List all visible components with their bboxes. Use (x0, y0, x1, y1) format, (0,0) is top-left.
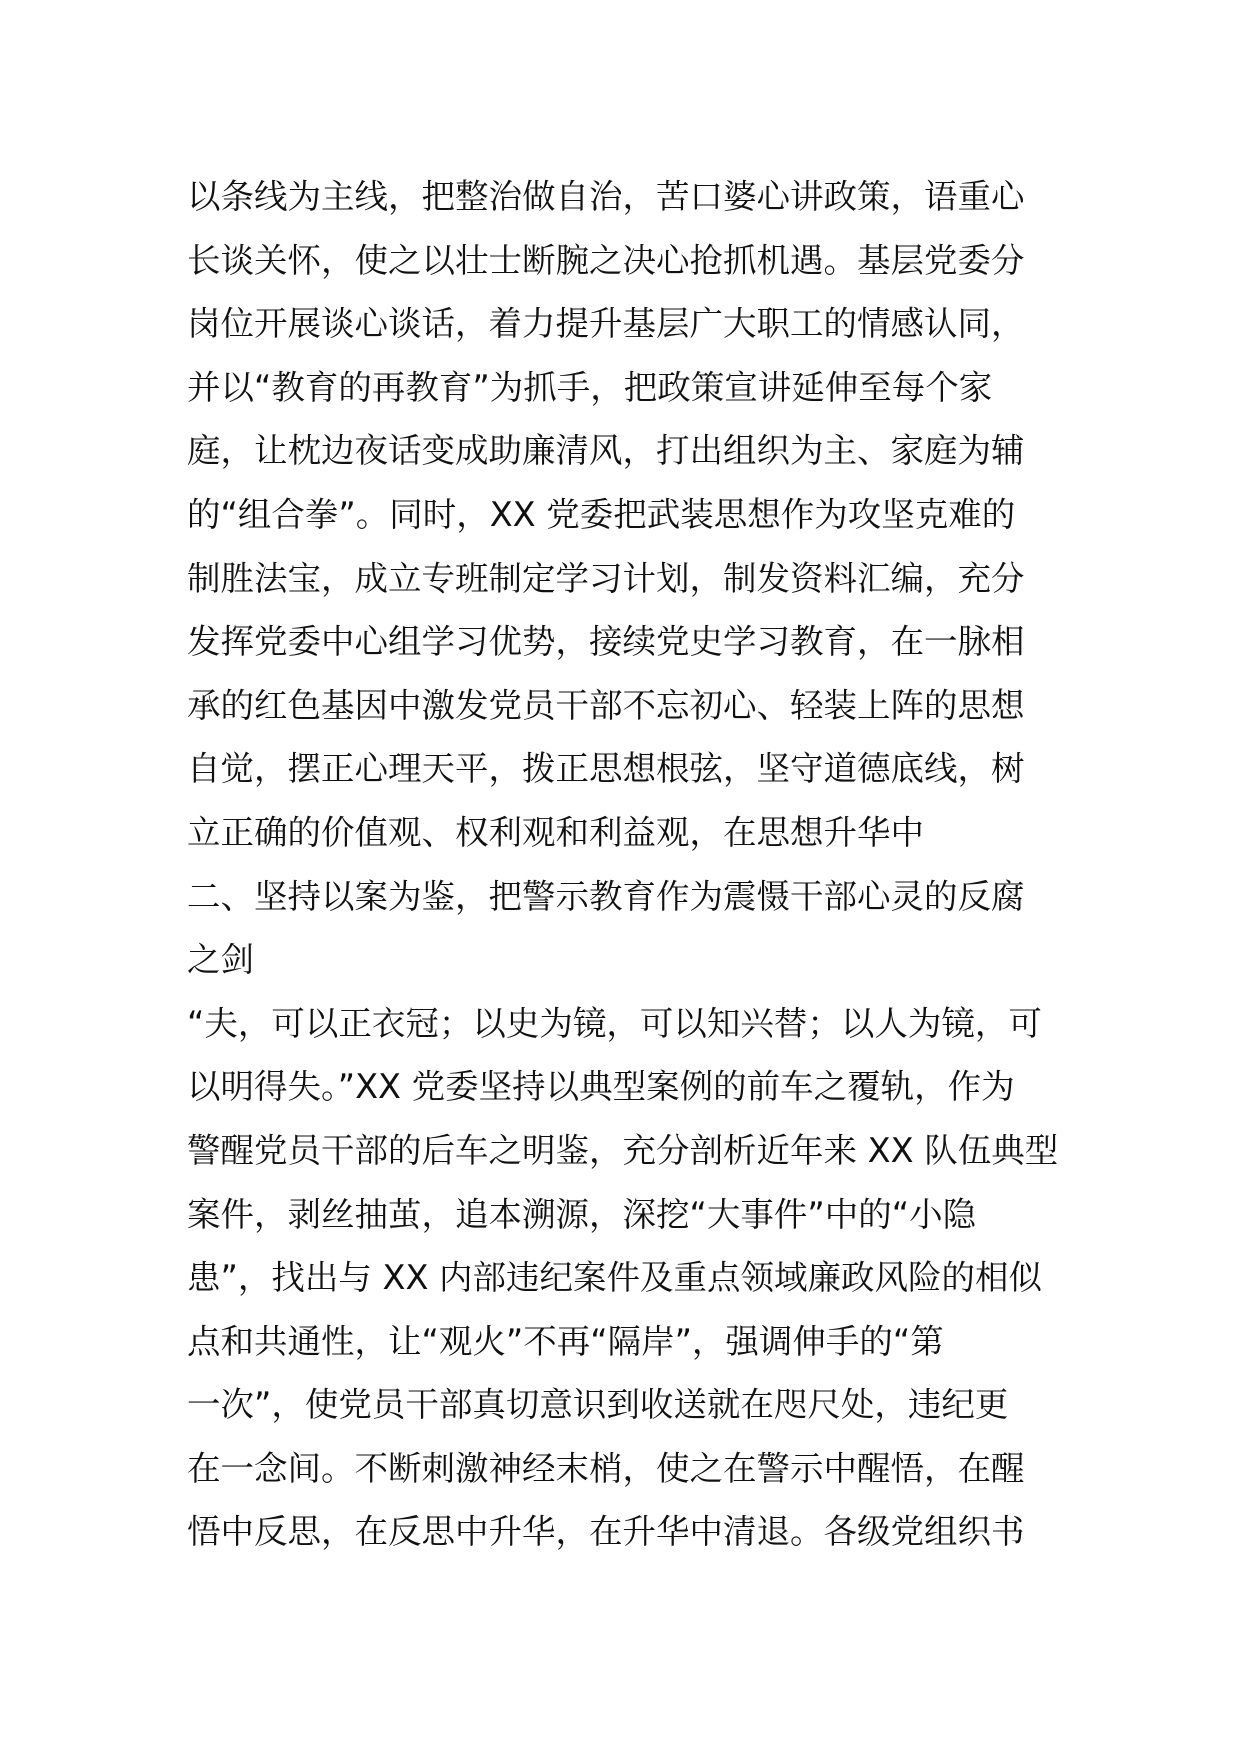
text-line: 案件，剥丝抽茧，追本溯源，深挖“大事件”中的“小隐 (187, 1194, 977, 1234)
section-heading-line: 之剑 (187, 940, 254, 980)
text-line: 承的红色基因中激发党员干部不忘初心、轻装上阵的思想 (187, 685, 1025, 725)
text-line: 一次”，使党员干部真切意识到收送就在咫尺处，违纪更 (187, 1385, 1009, 1425)
body-text (187, 165, 1067, 1564)
text-line: 以明得失。”XX 党委坚持以典型案例的前车之覆轨，作为 (187, 1067, 1015, 1107)
text-line: 并以“教育的再教育”为抓手，把政策宣讲延伸至每个家 (187, 367, 993, 407)
text-line: 的“组合拳”。同时，XX 党委把武装思想作为攻坚克难的 (187, 494, 1016, 534)
text-line: 制胜法宝，成立专班制定学习计划，制发资料汇编，充分 (187, 558, 1025, 598)
text-line: 警醒党员干部的后车之明鉴，充分剖析近年来 XX 队伍典型 (187, 1130, 1059, 1170)
text-line: 在一念间。不断刺激神经末梢，使之在警示中醒悟，在醒 (187, 1448, 1025, 1488)
text-line: 立正确的价值观、权利观和利益观，在思想升华中 (187, 812, 924, 852)
text-line: 长谈关怀，使之以壮士断腕之决心抢抓机遇。基层党委分 (187, 240, 1025, 280)
text-line: 悟中反思，在反思中升华，在升华中清退。各级党组织书 (187, 1512, 1025, 1552)
text-line: 以条线为主线，把整治做自治，苦口婆心讲政策，语重心 (187, 177, 1025, 216)
text-line: 岗位开展谈心谈话，着力提升基层广大职工的情感认同， (187, 304, 1025, 344)
section-heading-line: 二、坚持以案为鉴，把警示教育作为震慑干部心灵的反腐 (187, 876, 1025, 916)
text-line: 发挥党委中心组学习优势，接续党史学习教育，在一脉相 (187, 622, 1025, 662)
text-line: “夫，可以正衣冠；以史为镜，可以知兴替；以人为镜，可 (187, 1003, 1042, 1043)
text-line: 患”，找出与 XX 内部违纪案件及重点领域廉政风险的相似 (187, 1258, 1043, 1298)
text-line: 自觉，摆正心理天平，拨正思想根弦，坚守道德底线，树 (187, 749, 1025, 789)
text-line: 点和共通性，让“观火”不再“隔岸”，强调伸手的“第 (187, 1321, 944, 1361)
text-line: 庭，让枕边夜话变成助廉清风，打出组织为主、家庭为辅 (187, 431, 1025, 471)
